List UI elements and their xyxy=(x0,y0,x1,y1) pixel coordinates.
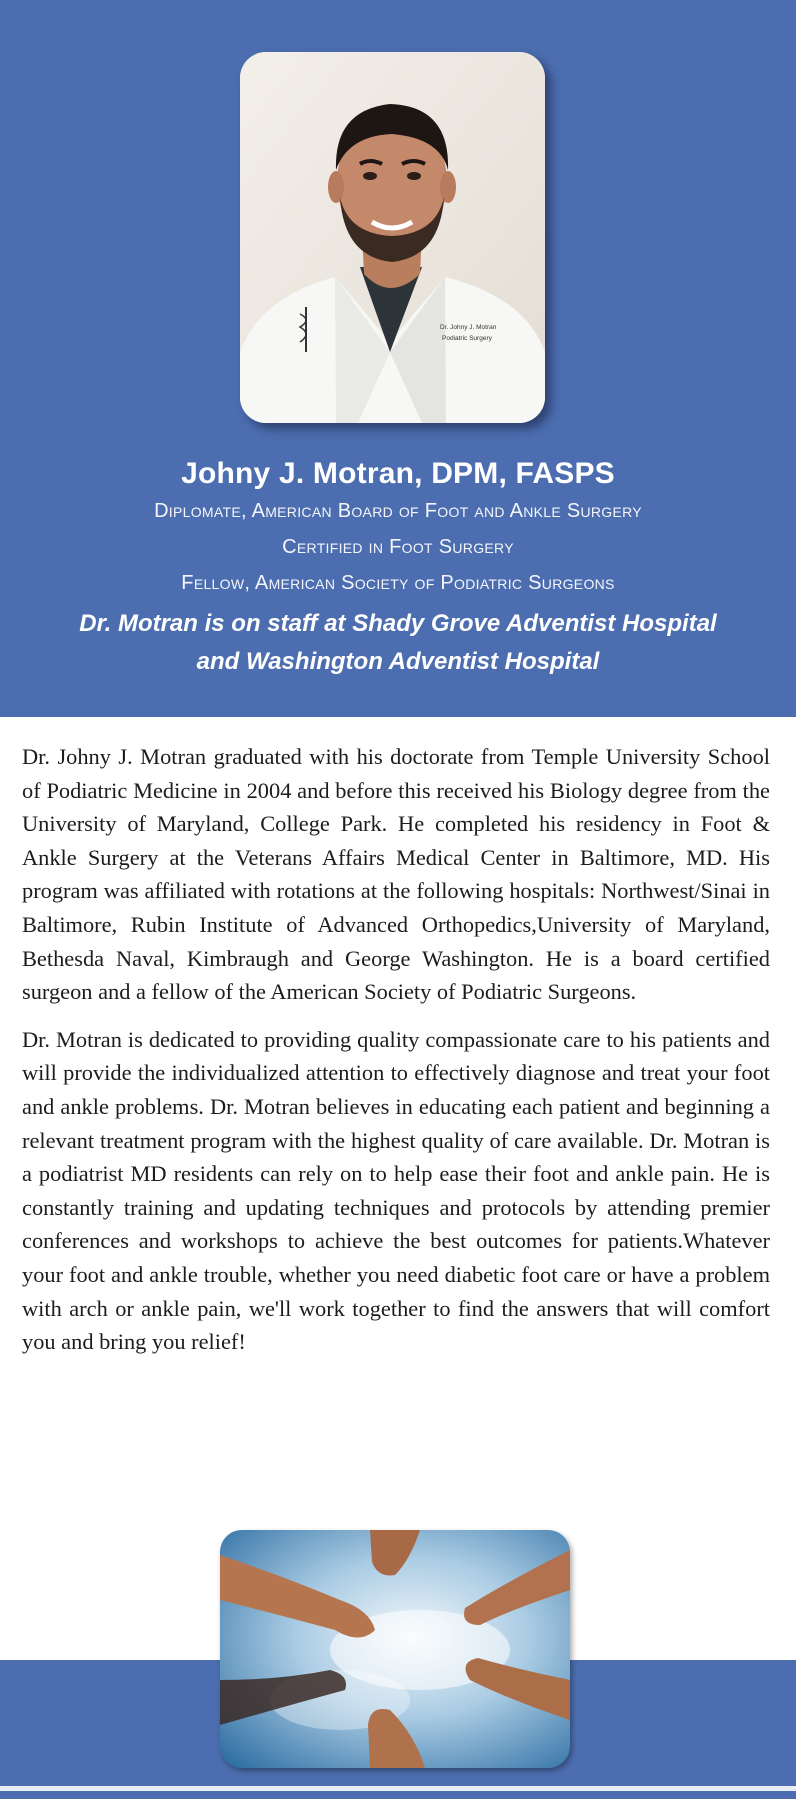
coat-tag-line-2: Podiatric Surgery xyxy=(442,335,492,342)
bio-paragraph-1: Dr. Johny J. Motran graduated with his doctorate from Temple University School of Podiatric Medicine in 2004 and before this received his Biology degree from the University of Maryland, College Park. He completed his residency in Foot & Ankle Surgery at the Veterans Affairs Medical Center in Baltimore, MD. His program was affiliated with rotations at the following hospitals: Northwest/Sinai in Baltimore, Rubin Institute of Advanced Orthopedics,University of Maryland, Bethesda Naval, Kimbraugh and George Washington. He is a board certified surgeon and a fellow of the American Society of Podiatric Surgeons. xyxy=(22,744,770,1005)
doctor-portrait xyxy=(240,52,545,423)
bio-section xyxy=(22,740,770,1373)
staff-line-1: Dr. Motran is on staff at Shady Grove Adventist Hospital xyxy=(79,610,717,637)
feet-photo xyxy=(220,1530,570,1768)
doctor-name: Johny J. Motran, DPM, FASPS xyxy=(181,457,615,490)
bio-paragraph-2: Dr. Motran is dedicated to providing quality compassionate care to his patients and will provide the individualized attention to effectively diagnose and treat your foot and ankle problems. Dr. Motran believes in educating each patient and beginning a relevant treatment program with the highest quality of care available. Dr. Motran is a podiatrist MD residents can rely on to help ease their foot and ankle pain. He is constantly training and updating techniques and protocols by attending premier conferences and workshops to achieve the best outcomes for patients.Whatever your foot and ankle trouble, whether you need diabetic foot care or have a problem with arch or ankle pain, we'll work together to find the answers that will comfort you and bring you relief! xyxy=(22,1026,770,1355)
staff-line-2: and Washington Adventist Hospital xyxy=(196,648,600,675)
credential-diplomate: Diplomate, American Board of Foot and Ankle Surgery xyxy=(154,500,642,522)
doctor-header xyxy=(0,455,796,681)
credential-fellow: Fellow, American Society of Podiatric Surgeons xyxy=(181,572,615,594)
credential-certified: Certified in Foot Surgery xyxy=(282,536,514,558)
footer-divider xyxy=(0,1786,796,1791)
coat-tag-line-1: Dr. Johny J. Motran xyxy=(440,324,497,331)
